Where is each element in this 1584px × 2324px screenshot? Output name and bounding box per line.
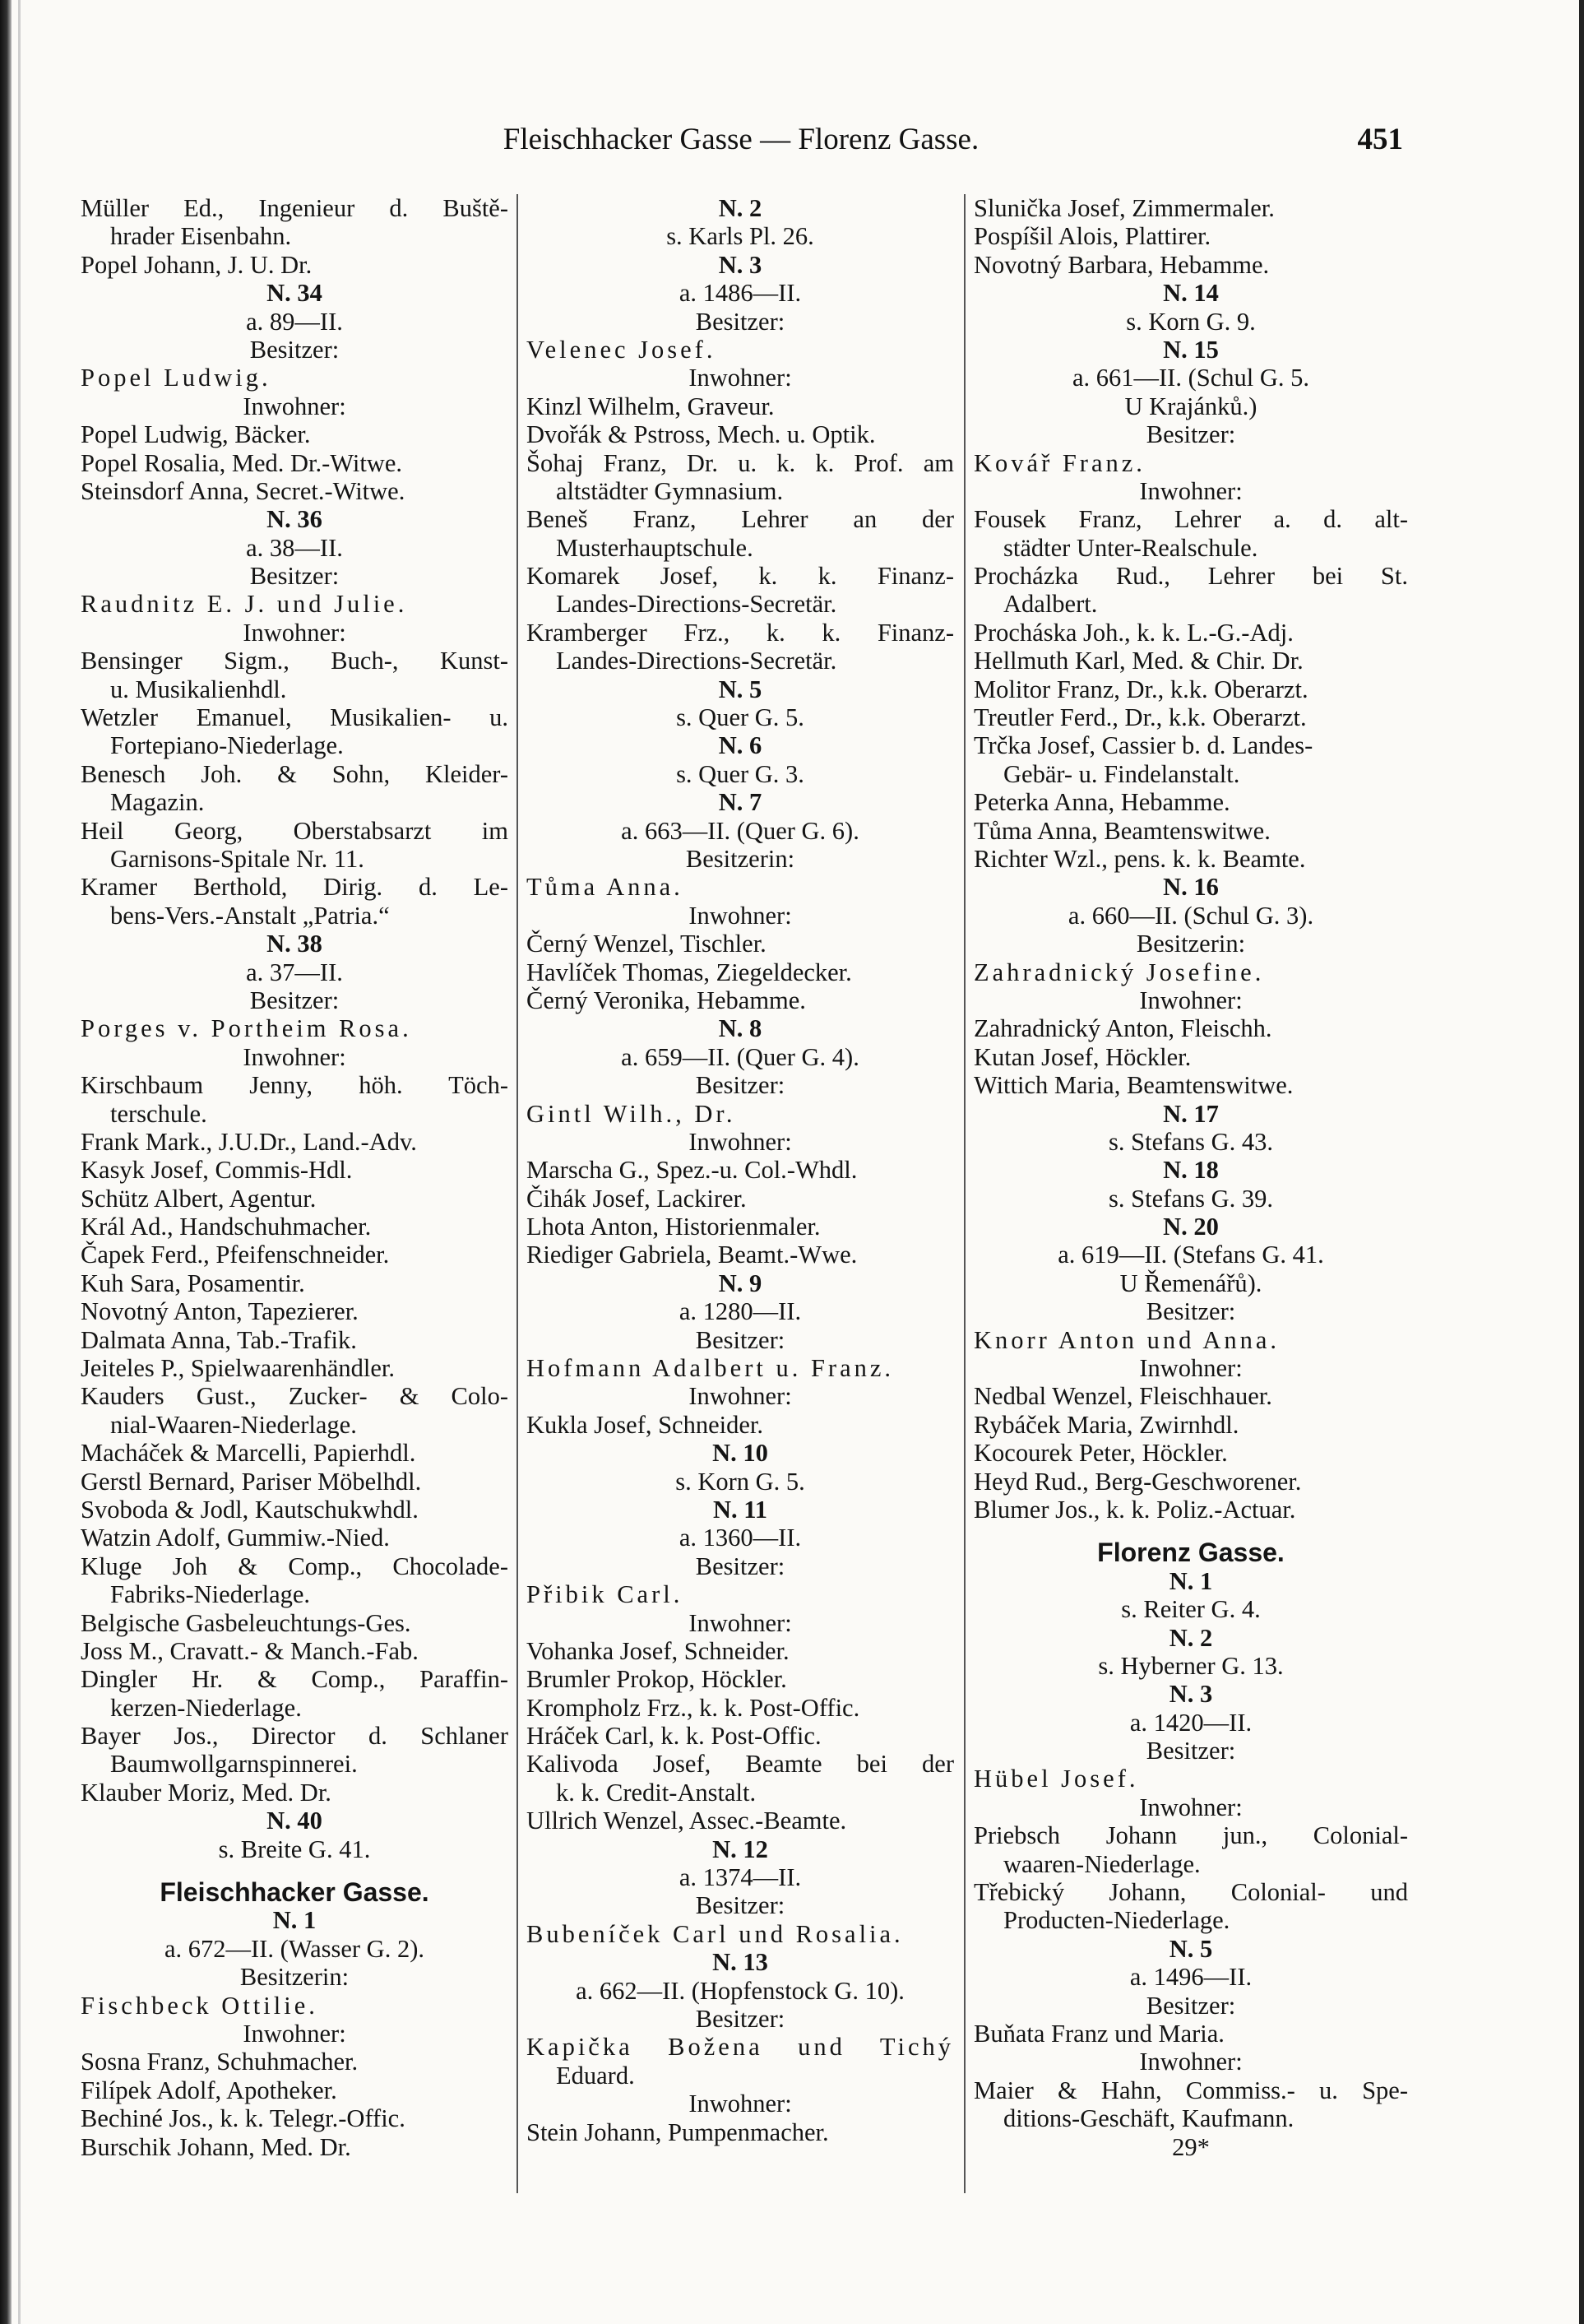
entry-line: Procházka Rud., Lehrer bei St. [974, 562, 1408, 591]
address-line: a. 659—II. (Quer G. 4). [621, 1042, 859, 1071]
entry-line: Magazin. [110, 788, 205, 817]
owner-line: Porges v. Portheim Rosa. [81, 1014, 412, 1043]
column-right [974, 194, 1408, 2161]
entry-line: Treutler Ferd., Dr., k.k. Oberarzt. [974, 703, 1307, 732]
entry-line: Kauders Gust., Zucker- & Colo- [81, 1382, 508, 1411]
entry-line: altstädter Gymnasium. [556, 476, 784, 505]
entry-line: Filípek Adolf, Apotheker. [81, 2076, 337, 2104]
entry-line: Gerstl Bernard, Pariser Möbelhdl. [81, 1467, 422, 1496]
section-label: Inwohner: [243, 2020, 346, 2048]
section-label: Inwohner: [1139, 986, 1243, 1014]
owner-line: Zahradnický Josefine. [974, 958, 1265, 986]
entry-line: Zahradnický Anton, Fleischh. [974, 1014, 1272, 1043]
owner-line: Raudnitz E. J. und Julie. [81, 590, 408, 619]
section-label: Besitzer: [695, 307, 785, 336]
section-label: Besitzer: [1146, 1737, 1236, 1765]
entry-line: Fortepiano-Niederlage. [110, 731, 344, 760]
entry-line: Fabriks-Niederlage. [110, 1580, 311, 1609]
entry-line: Producten-Niederlage. [1003, 1906, 1230, 1935]
entry-line: terschule. [110, 1099, 207, 1128]
entry-line: Landes-Directions-Secretär. [556, 590, 837, 619]
entry-line: Kluge Joh & Comp., Chocolade- [81, 1552, 508, 1580]
entry-line: Klauber Moriz, Med. Dr. [81, 1778, 331, 1807]
house-number: N. 40 [266, 1807, 322, 1835]
house-number: N. 5 [1169, 1934, 1213, 1963]
entry-line: Steinsdorf Anna, Secret.-Witwe. [81, 476, 405, 505]
address-line: a. 661—II. (Schul G. 5. [1072, 364, 1309, 392]
section-label: Besitzer: [1146, 1991, 1236, 2020]
owner-line: Popel Ludwig. [81, 364, 271, 392]
section-label: Besitzerin: [1136, 930, 1246, 958]
entry-line: Wetzler Emanuel, Musikalien- u. [81, 703, 508, 732]
section-label: Inwohner: [243, 1042, 346, 1071]
address-line: s. Reiter G. 4. [1121, 1595, 1261, 1624]
section-label: Inwohner: [1139, 2048, 1243, 2076]
section-label: Besitzer: [695, 1891, 785, 1920]
house-number: N. 15 [1163, 335, 1219, 364]
section-label: Besitzer: [249, 562, 340, 591]
entry-line: Riediger Gabriela, Beamt.-Wwe. [526, 1241, 858, 1269]
address-line: s. Korn G. 9. [1126, 307, 1256, 336]
section-label: Inwohner: [688, 2090, 792, 2118]
house-number: N. 2 [1169, 1623, 1213, 1652]
entry-line: Hráček Carl, k. k. Post-Offic. [526, 1722, 822, 1751]
section-label: Besitzer: [249, 335, 340, 364]
owner-line: Knorr Anton und Anna. [974, 1325, 1281, 1354]
entry-line: Kinzl Wilhelm, Graveur. [526, 392, 775, 420]
entry-line: Vohanka Josef, Schneider. [526, 1636, 790, 1665]
entry-line: Burschik Johann, Med. Dr. [81, 2132, 351, 2161]
street-heading: Fleischhacker Gasse. [160, 1877, 429, 1908]
entry-line: Dvořák & Pstross, Mech. u. Optik. [526, 420, 876, 449]
entry-line: Ullrich Wenzel, Assec.-Beamte. [526, 1807, 847, 1835]
address-line: s. Hyberner G. 13. [1098, 1651, 1284, 1680]
entry-line: Popel Johann, J. U. Dr. [81, 250, 313, 279]
signature-mark: 29* [1172, 2132, 1210, 2161]
owner-line: Eduard. [556, 2061, 635, 2090]
entry-line: Blumer Jos., k. k. Poliz.-Actuar. [974, 1495, 1296, 1524]
house-number: N. 2 [718, 194, 762, 222]
address-line: s. Quer G. 5. [676, 703, 804, 732]
owner-line: Velenec Josef. [526, 335, 716, 364]
owner-line: Kovář Franz. [974, 448, 1146, 477]
entry-line: Kalivoda Josef, Beamte bei der [526, 1750, 954, 1779]
entry-line: Gebär- u. Findelanstalt. [1003, 759, 1240, 788]
entry-line: Molitor Franz, Dr., k.k. Oberarzt. [974, 675, 1308, 703]
address-line: a. 660—II. (Schul G. 3). [1068, 901, 1314, 930]
entry-line: Popel Rosalia, Med. Dr.-Witwe. [81, 448, 402, 477]
entry-line: Dingler Hr. & Comp., Paraffin- [81, 1665, 508, 1694]
section-label: Besitzerin: [239, 1963, 350, 1992]
entry-line: Třebický Johann, Colonial- und [974, 1878, 1408, 1907]
entry-line: Müller Ed., Ingenieur d. Buště- [81, 194, 508, 222]
entry-line: Dalmata Anna, Tab.-Trafik. [81, 1325, 357, 1354]
entry-line: Stein Johann, Pumpenmacher. [526, 2118, 829, 2146]
house-number: N. 6 [718, 731, 762, 760]
entry-line: Svoboda & Jodl, Kautschukwhdl. [81, 1495, 419, 1524]
page-left-edge-shadow [0, 0, 12, 2324]
street-heading: Florenz Gasse. [1097, 1538, 1285, 1568]
owner-line: Hofmann Adalbert u. Franz. [526, 1354, 895, 1383]
entry-line: Procháska Joh., k. k. L.-G.-Adj. [974, 618, 1294, 647]
house-number: N. 14 [1163, 279, 1219, 308]
section-label: Besitzer: [1146, 420, 1236, 449]
house-number: N. 3 [1169, 1680, 1213, 1709]
address-line: s. Breite G. 41. [218, 1835, 371, 1863]
entry-line: Heil Georg, Oberstabsarzt im [81, 816, 508, 845]
owner-line: Hübel Josef. [974, 1765, 1139, 1793]
section-label: Inwohner: [243, 392, 346, 420]
address-line: a. 1486—II. [679, 279, 802, 308]
column-rule-left [516, 194, 518, 2193]
column-left [81, 194, 508, 2161]
entry-line: Benesch Joh. & Sohn, Kleider- [81, 759, 508, 788]
address-line: s. Karls Pl. 26. [666, 222, 814, 251]
entry-line: Peterka Anna, Hebamme. [974, 788, 1230, 817]
house-number: N. 1 [1169, 1566, 1213, 1595]
address-line: a. 1374—II. [679, 1863, 802, 1892]
entry-line: Bayer Jos., Director d. Schlaner [81, 1722, 508, 1751]
section-label: Inwohner: [1139, 476, 1243, 505]
owner-line: Přibik Carl. [526, 1580, 683, 1609]
address-line: a. 89—II. [246, 307, 343, 336]
section-label: Inwohner: [688, 1127, 792, 1156]
house-number: N. 36 [266, 505, 322, 534]
entry-line: nial-Waaren-Niederlage. [110, 1410, 357, 1439]
entry-line: Černý Wenzel, Tischler. [526, 930, 767, 958]
section-label: Besitzer: [1146, 1297, 1236, 1326]
address-line: a. 662—II. (Hopfenstock G. 10). [576, 1976, 905, 2005]
entry-line: kerzen-Niederlage. [110, 1693, 302, 1722]
house-number: N. 9 [718, 1269, 762, 1297]
column-rule-right [964, 194, 966, 2193]
entry-line: Kramberger Frz., k. k. Finanz- [526, 618, 954, 647]
section-label: Inwohner: [688, 1382, 792, 1411]
owner-line: Buňata Franz und Maria. [974, 2020, 1225, 2048]
address-line: a. 1360—II. [679, 1524, 802, 1552]
address-line: U Řemenářů). [1119, 1269, 1262, 1297]
entry-line: Baumwollgarnspinnerei. [110, 1750, 358, 1779]
entry-line: Sosna Franz, Schuhmacher. [81, 2048, 359, 2076]
entry-line: Garnisons-Spitale Nr. 11. [110, 844, 364, 873]
entry-line: Kramer Berthold, Dirig. d. Le- [81, 873, 508, 902]
running-header-title: Fleischhacker Gasse — Florenz Gasse. [503, 123, 980, 156]
entry-line: Fousek Franz, Lehrer a. d. alt- [974, 505, 1408, 534]
entry-line: Schütz Albert, Agentur. [81, 1184, 317, 1213]
entry-line: Beneš Franz, Lehrer an der [526, 505, 954, 534]
page-right-edge [1579, 0, 1584, 2324]
section-label: Besitzer: [695, 1325, 785, 1354]
house-number: N. 34 [266, 279, 322, 308]
entry-line: Heyd Rud., Berg-Geschworener. [974, 1467, 1302, 1496]
address-line: a. 1496—II. [1129, 1963, 1253, 1992]
entry-line: waaren-Niederlage. [1003, 1849, 1201, 1878]
entry-line: Novotný Barbara, Hebamme. [974, 250, 1270, 279]
address-line: a. 37—II. [246, 958, 343, 986]
entry-line: Hellmuth Karl, Med. & Chir. Dr. [974, 647, 1304, 675]
section-label: Inwohner: [1139, 1793, 1243, 1821]
house-number: N. 3 [718, 250, 762, 279]
entry-line: Richter Wzl., pens. k. k. Beamte. [974, 844, 1306, 873]
house-number: N. 11 [712, 1495, 768, 1524]
entry-line: Macháček & Marcelli, Papierhdl. [81, 1439, 416, 1468]
address-line: a. 663—II. (Quer G. 6). [621, 816, 859, 845]
house-number: N. 20 [1163, 1213, 1219, 1241]
entry-line: Kukla Josef, Schneider. [526, 1410, 763, 1439]
section-label: Besitzer: [695, 1552, 785, 1580]
page-number: 451 [1357, 123, 1403, 156]
entry-line: Belgische Gasbeleuchtungs-Ges. [81, 1608, 411, 1637]
entry-line: Adalbert. [1003, 590, 1098, 619]
entry-line: ditions-Geschäft, Kaufmann. [1003, 2104, 1295, 2133]
house-number: N. 18 [1163, 1156, 1219, 1185]
entry-line: Priebsch Johann jun., Colonial- [974, 1821, 1408, 1850]
owner-line: Bubeníček Carl und Rosalia. [526, 1919, 904, 1948]
entry-line: Kasyk Josef, Commis-Hdl. [81, 1156, 353, 1185]
entry-line: Havlíček Thomas, Ziegeldecker. [526, 958, 852, 986]
entry-line: Lhota Anton, Historienmaler. [526, 1213, 821, 1241]
address-line: s. Stefans G. 39. [1109, 1184, 1273, 1213]
house-number: N. 1 [272, 1906, 317, 1935]
entry-line: Čihák Josef, Lackirer. [526, 1184, 747, 1213]
house-number: N. 13 [712, 1948, 768, 1977]
section-label: Inwohner: [688, 364, 792, 392]
entry-line: Novotný Anton, Tapezierer. [81, 1297, 359, 1326]
owner-line: Tůma Anna. [526, 873, 683, 902]
entry-line: Pospíšil Alois, Plattirer. [974, 222, 1211, 251]
entry-line: Brumler Prokop, Höckler. [526, 1665, 787, 1694]
entry-line: bens-Vers.-Anstalt „Patria.“ [110, 901, 390, 930]
section-label: Besitzer: [695, 2005, 785, 2033]
entry-line: Slunička Josef, Zimmermaler. [974, 194, 1275, 222]
address-line: a. 1280—II. [679, 1297, 802, 1326]
entry-line: Landes-Directions-Secretär. [556, 647, 837, 675]
entry-line: Šohaj Franz, Dr. u. k. k. Prof. am [526, 448, 954, 477]
section-label: Inwohner: [1139, 1354, 1243, 1383]
entry-line: Wittich Maria, Beamtenswitwe. [974, 1071, 1294, 1100]
address-line: a. 619—II. (Stefans G. 41. [1058, 1241, 1324, 1269]
page-left-edge-line [18, 0, 21, 2324]
entry-line: Marscha G., Spez.-u. Col.-Whdl. [526, 1156, 858, 1185]
owner-line: Gintl Wilh., Dr. [526, 1099, 736, 1128]
owner-line: Fischbeck Ottilie. [81, 1991, 318, 2020]
entry-line: Kocourek Peter, Höckler. [974, 1439, 1228, 1468]
house-number: N. 38 [266, 930, 322, 958]
entry-line: Trčka Josef, Cassier b. d. Landes- [974, 731, 1313, 760]
entry-line: Joss M., Cravatt.- & Manch.-Fab. [81, 1636, 419, 1665]
address-line: a. 672—II. (Wasser G. 2). [164, 1934, 424, 1963]
entry-line: Kirschbaum Jenny, höh. Töch- [81, 1071, 508, 1100]
column-middle [526, 194, 954, 2146]
entry-line: Frank Mark., J.U.Dr., Land.-Adv. [81, 1127, 417, 1156]
entry-line: hrader Eisenbahn. [110, 222, 292, 251]
address-line: s. Quer G. 3. [676, 759, 804, 788]
entry-line: Černý Veronika, Hebamme. [526, 986, 806, 1014]
house-number: N. 10 [712, 1439, 768, 1468]
entry-line: Komarek Josef, k. k. Finanz- [526, 562, 954, 591]
house-number: N. 7 [718, 788, 762, 817]
owner-line: Kapička Božena und Tichý [526, 2033, 954, 2062]
address-line: s. Stefans G. 43. [1109, 1127, 1273, 1156]
section-label: Besitzer: [249, 986, 340, 1014]
address-line: a. 38—II. [246, 533, 343, 562]
entry-line: Král Ad., Handschuhmacher. [81, 1213, 372, 1241]
entry-line: Popel Ludwig, Bäcker. [81, 420, 311, 449]
entry-line: Rybáček Maria, Zwirnhdl. [974, 1410, 1239, 1439]
entry-line: Watzin Adolf, Gummiw.-Nied. [81, 1524, 390, 1552]
entry-line: Jeiteles P., Spielwaarenhändler. [81, 1354, 395, 1383]
entry-line: städter Unter-Realschule. [1003, 533, 1258, 562]
house-number: N. 17 [1163, 1099, 1219, 1128]
house-number: N. 16 [1163, 873, 1219, 902]
house-number: N. 5 [718, 675, 762, 703]
entry-line: Bechiné Jos., k. k. Telegr.-Offic. [81, 2104, 405, 2133]
entry-line: Maier & Hahn, Commiss.- u. Spe- [974, 2076, 1408, 2104]
entry-line: k. k. Credit-Anstalt. [556, 1778, 757, 1807]
entry-line: Tůma Anna, Beamtenswitwe. [974, 816, 1271, 845]
section-label: Inwohner: [243, 618, 346, 647]
section-label: Inwohner: [688, 1608, 792, 1637]
entry-line: Kuh Sara, Posamentir. [81, 1269, 305, 1297]
house-number: N. 12 [712, 1835, 768, 1863]
entry-line: Nedbal Wenzel, Fleischhauer. [974, 1382, 1272, 1411]
section-label: Besitzerin: [685, 844, 795, 873]
entry-line: u. Musikalienhdl. [110, 675, 287, 703]
entry-line: Čapek Ferd., Pfeifenschneider. [81, 1241, 390, 1269]
entry-line: Kutan Josef, Höckler. [974, 1042, 1192, 1071]
address-line: a. 1420—II. [1129, 1708, 1253, 1737]
address-line: s. Korn G. 5. [675, 1467, 805, 1496]
house-number: N. 8 [718, 1014, 762, 1043]
section-label: Besitzer: [695, 1071, 785, 1100]
entry-line: Musterhauptschule. [556, 533, 753, 562]
entry-line: Krompholz Frz., k. k. Post-Offic. [526, 1693, 860, 1722]
section-label: Inwohner: [688, 901, 792, 930]
address-line: U Krajánků.) [1124, 392, 1257, 420]
running-header [79, 122, 1403, 160]
entry-line: Bensinger Sigm., Buch-, Kunst- [81, 647, 508, 675]
